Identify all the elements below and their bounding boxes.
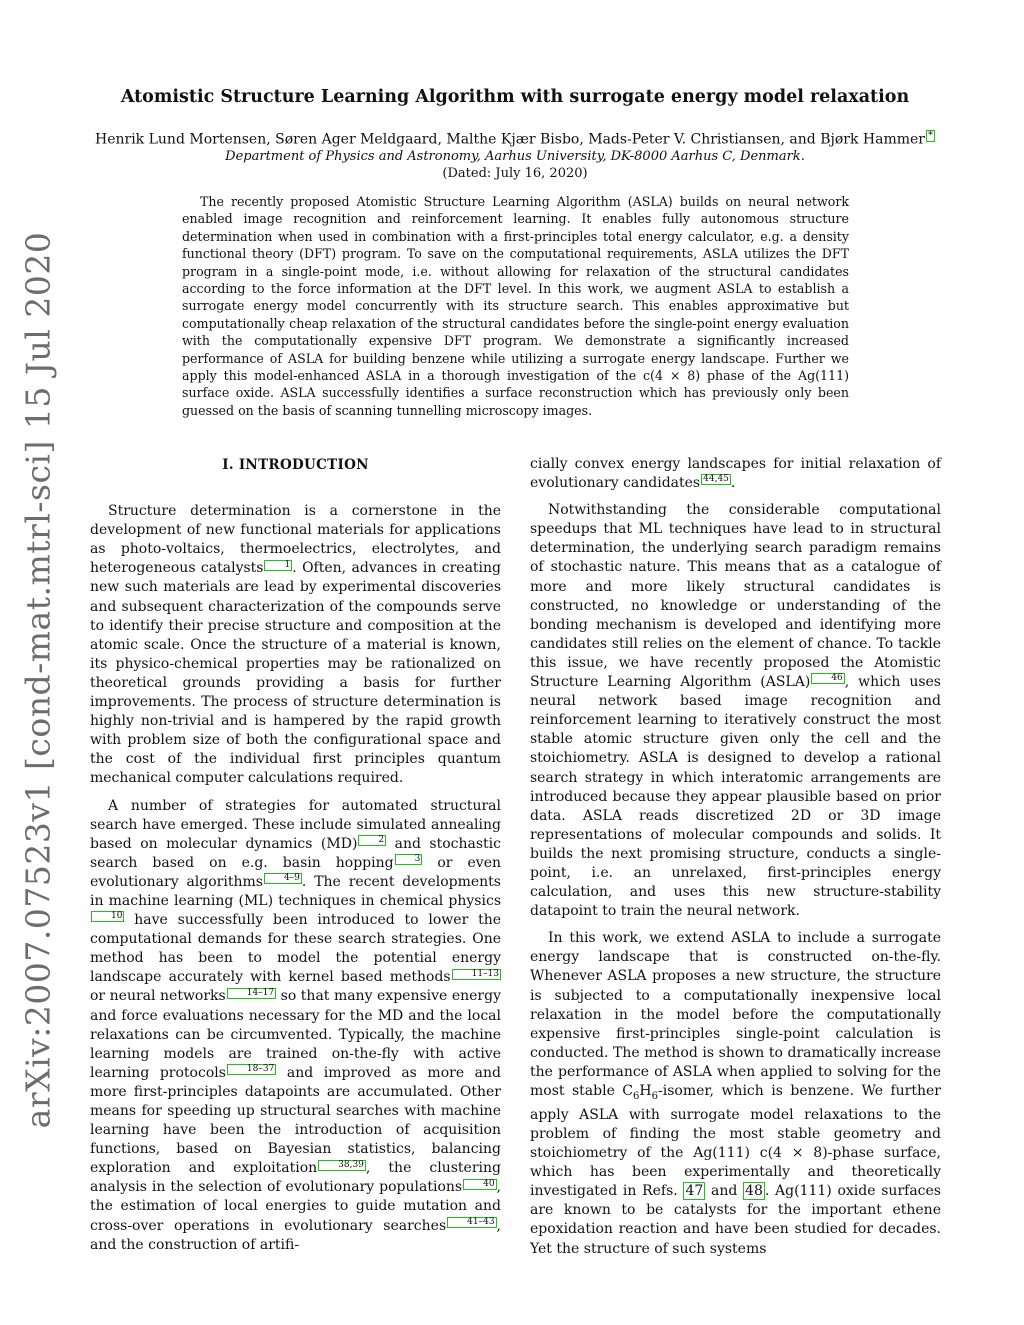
paragraph xyxy=(530,929,941,1258)
text-run: and xyxy=(705,1183,744,1200)
text-run: . Often, advances in creating new such materials are lead by experimental discoveries and subsequent characterization of the compounds serve to identify their precise structure and composition at the atomic scale. Once the structure of a material is known, its physico-chemical properties may be rationalized on theoretical grounds providing a basis for further improvements. The process of structure determination is highly non-trivial and is hampered by the rapid growth with problem size of both the configurational space and the cost of the individual first principles quantum mechanical computer calculations required. xyxy=(90,560,502,787)
text-run: or even evolutionary algorithms xyxy=(90,854,501,890)
paragraph xyxy=(530,455,941,493)
subscript: 6 xyxy=(651,1090,658,1102)
arxiv-identifier: arXiv:2007.07523v1 [cond-mat.mtrl-sci] 15 Jul 2020 xyxy=(18,231,58,1129)
citation-link[interactable]: 40 xyxy=(463,1179,496,1190)
citation-link[interactable]: 41–43 xyxy=(447,1217,496,1228)
date-line: (Dated: July 16, 2020) xyxy=(442,166,588,181)
text-run: and improved as more and more first-principles datapoints are accumulated. Other means for speeding up structural searches with machine learning have been the introduction of acquisition functions, based on Bayesian statistics, balancing exploration and exploitation xyxy=(90,1064,502,1177)
text-run: cially convex energy landscapes for initial relaxation of evolutionary candidates xyxy=(530,456,941,492)
subscript: 6 xyxy=(633,1090,640,1102)
abstract: The recently proposed Atomistic Structure Learning Algorithm (ASLA) builds on neural network enabled image recognition and reinforcement learning. It enables fully autonomous structure determination when used in combination with a first-principles total energy calculator, e.g. a density functional theory (DFT) program. To save on the computational requirements, ASLA utilizes the DFT program in a single-point mode, i.e. without allowing for relaxation of the structural candidates according to the force information at the DFT level. In this work, we augment ASLA to establish a surrogate energy model concurrently with its structure search. This enables approximative but computationally cheap relaxation of the structural candidates before the single-point energy evaluation with the computationally expensive DFT program. We demonstrate a significantly increased performance of ASLA for building benzene while utilizing a surrogate energy landscape. Further we apply this model-enhanced ASLA in a thorough investigation of the c(4 × 8) phase of the Ag(111) surface oxide. ASLA successfully identifies a surface reconstruction which has previously only been guessed on the basis of scanning tunnelling microscopy images. xyxy=(182,194,849,418)
text-run: . xyxy=(730,475,736,492)
text-run: Structure determination is a cornerstone in the development of new functional materials for applications as photo-voltaics, thermoelectrics, electrolytes, and heterogeneous catalysts xyxy=(90,503,501,577)
right-column xyxy=(530,455,941,1267)
text-run: and stochastic search based on e.g. basin hopping xyxy=(90,835,501,871)
author-names: Henrik Lund Mortensen, Søren Ager Meldgaard, Malthe Kjær Bisbo, Mads-Peter V. Christiansen, and Bjørk Hammer xyxy=(95,131,925,148)
citation-link[interactable]: 10 xyxy=(91,911,124,922)
text-run: , the clustering analysis in the selection of evolutionary populations xyxy=(90,1160,501,1196)
text-run: or neural networks xyxy=(90,988,226,1005)
paragraph xyxy=(90,502,501,788)
citation-link[interactable]: 2 xyxy=(358,835,386,846)
text-run: In this work, we extend ASLA to include a surrogate energy landscape that is constructed on-the-fly. Whenever ASLA proposes a new structure, the structure is subjected to a computationally inexpensive local relaxation in the model before the computationally expensive first-principles single-point calculation is conducted. The method is shown to dramatically increase the performance of ASLA when applied to solving for the most stable C xyxy=(530,930,941,1099)
text-run: have successfully been introduced to lower the computational demands for these search strategies. One method has been to model the potential energy landscape accurately with kernel based methods xyxy=(90,912,501,986)
text-run: , and the construction of artifi- xyxy=(90,1217,501,1253)
affiliation: Department of Physics and Astronomy, Aarhus University, DK-8000 Aarhus C, Denmark. xyxy=(225,149,805,164)
text-run: , the estimation of local energies to guide mutation and cross-over operations in evolutionary searches xyxy=(90,1179,501,1234)
text-run: -isomer, which is benzene. We further apply ASLA with surrogate model relaxations to the problem of finding the most stable geometry and stoichiometry of the Ag(111) c(4 × 8)-phase surface, which has been experimentally and theoretically investigated in Refs. xyxy=(530,1083,941,1200)
paper-title: Atomistic Structure Learning Algorithm with surrogate energy model relaxation xyxy=(120,87,910,107)
left-column xyxy=(90,455,501,1263)
arxiv-sidebar xyxy=(12,231,64,1129)
citation-link[interactable]: 11–13 xyxy=(452,969,501,980)
citation-link[interactable]: 46 xyxy=(811,673,844,684)
citation-link[interactable]: 4–9 xyxy=(264,873,302,884)
text-run: , which uses neural network based image recognition and reinforcement learning to iteratively construct the most stable atomic structure given only the cell and the stoichiometry. ASLA is designed to develop a rational search strategy in which interatomic arrangements are introduced because they appear plausible based on prior data. ASLA reads discretized 2D or 3D image representations of molecular compounds and solids. It builds the next promising structure, conducts a single-point, i.e. an unrelaxed, first-principles energy calculation, and uses this new structure-stability datapoint to train the neural network. xyxy=(530,674,941,920)
citation-link[interactable]: 14–17 xyxy=(227,988,276,999)
text-run: Notwithstanding the considerable computational speedups that ML techniques have lead to in structural determination, the underlying search paradigm remains of stochastic nature. This means that as a catalogue of more and more likely structural candidates is constructed, no knowledge or understanding of the bonding mechanism is developed and identifying more candidates still relies on the element of chance. To tackle this issue, we have recently proposed the Atomistic Structure Learning Algorithm (ASLA) xyxy=(530,502,941,691)
citation-link[interactable]: 38,39 xyxy=(318,1160,366,1171)
text-run: so that many expensive energy and force evaluations necessary for the MD and the local relaxations can be circumvented. Typically, the machine learning models are trained on-the-fly with active learning protocols xyxy=(90,988,501,1081)
citation-link[interactable]: 18–37 xyxy=(227,1064,276,1075)
author-list xyxy=(60,130,970,148)
author-footnote-link[interactable]: * xyxy=(927,130,933,141)
text-run: . The recent developments in machine learning (ML) techniques in chemical physics xyxy=(90,873,501,909)
citation-link[interactable]: 1 xyxy=(264,560,292,571)
paragraph xyxy=(530,501,941,921)
section-heading: I. INTRODUCTION xyxy=(222,457,369,473)
text-run: A number of strategies for automated structural search have emerged. These include simulated annealing based on molecular dynamics (MD) xyxy=(90,797,501,852)
text-run: H xyxy=(639,1083,652,1099)
citation-link[interactable]: 44,45 xyxy=(703,474,729,485)
paragraph xyxy=(90,797,501,1255)
reference-link[interactable]: 48 xyxy=(745,1183,763,1200)
text-run: . Ag(111) oxide surfaces are known to be catalysts for the important ethene epoxidation reaction and have been studied for decades. Yet the structure of such systems xyxy=(530,1183,941,1257)
reference-link[interactable]: 47 xyxy=(685,1183,704,1200)
citation-link[interactable]: 3 xyxy=(395,854,423,865)
